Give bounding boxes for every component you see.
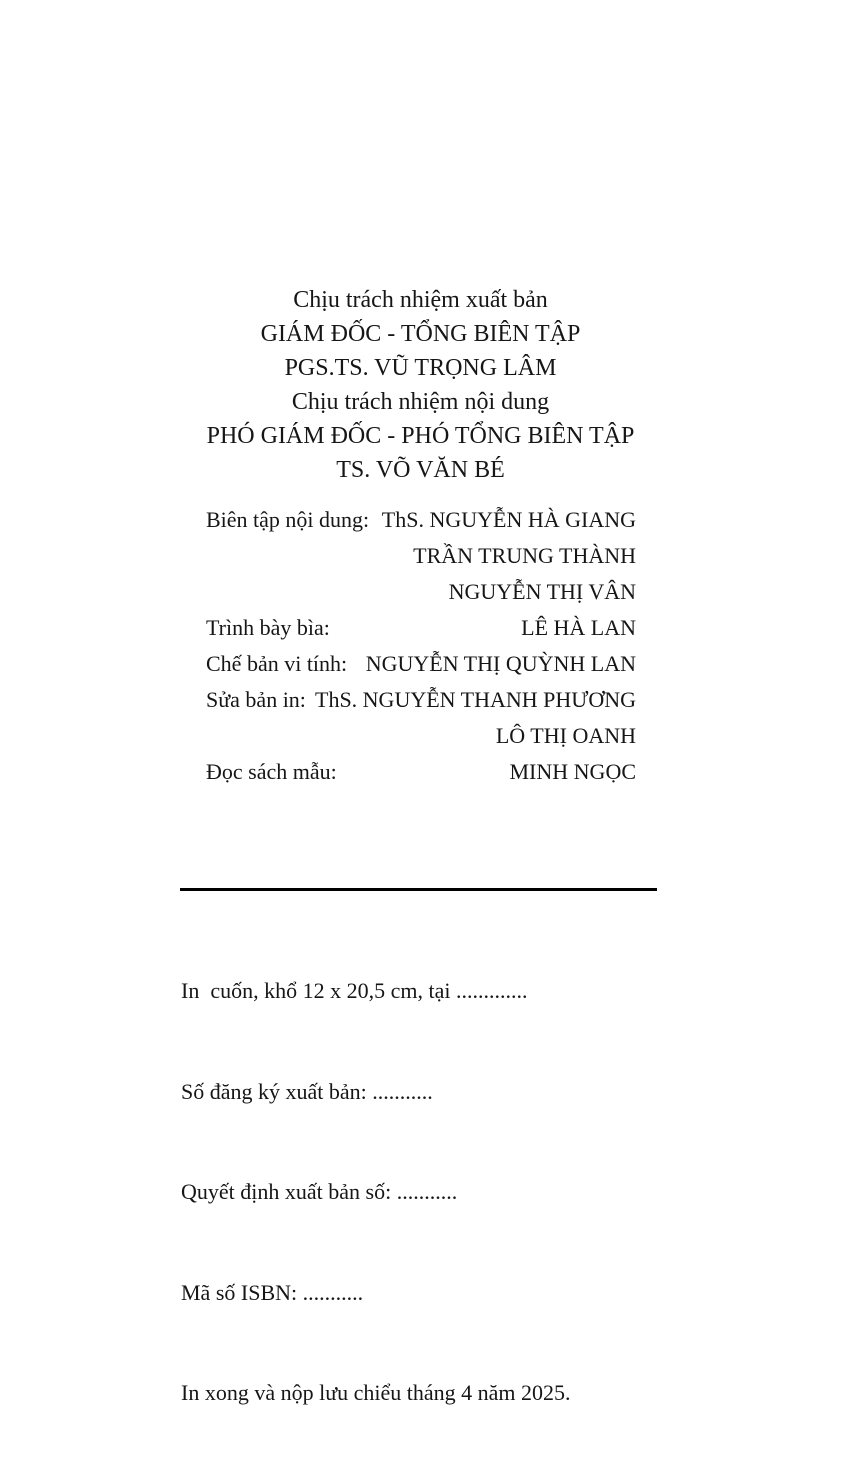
responsibility-heading-content: Chịu trách nhiệm nội dung — [291, 389, 550, 415]
credit-row — [206, 574, 636, 610]
credit-label: Đọc sách mẫu: — [206, 759, 337, 784]
credit-row — [206, 610, 636, 646]
credits-block — [206, 502, 636, 790]
printing-line-isbn: Mã số ISBN: ........... — [181, 1279, 364, 1305]
printing-line-deposit-date: In xong và nộp lưu chiểu tháng 4 năm 2025. — [181, 1380, 571, 1405]
printing-line-copies: In cuốn, khổ 12 x 20,5 cm, tại ............. — [181, 978, 528, 1003]
printing-info-block — [181, 907, 661, 1477]
responsibility-title-director: GIÁM ĐỐC - TỔNG BIÊN TẬP — [260, 321, 581, 347]
credit-name: NGUYỄN THỊ VÂN — [448, 579, 636, 604]
printing-line-registration-number: Số đăng ký xuất bản: ........... — [181, 1078, 433, 1104]
credit-label: Sửa bản in: — [206, 687, 306, 712]
credit-name: NGUYỄN THỊ QUỲNH LAN — [365, 651, 636, 676]
credit-row — [206, 646, 636, 682]
credit-name: ThS. NGUYỄN THANH PHƯƠNG — [315, 687, 636, 712]
responsibility-name-director: PGS.TS. VŨ TRỌNG LÂM — [284, 355, 557, 381]
responsibility-block — [180, 283, 661, 487]
credit-row — [206, 718, 636, 754]
credit-name: MINH NGỌC — [509, 759, 636, 784]
responsibility-name-deputy-director: TS. VÕ VĂN BÉ — [336, 457, 505, 483]
divider-rule — [180, 888, 657, 891]
credit-name: LÔ THỊ OANH — [495, 723, 636, 748]
credit-row — [206, 538, 636, 574]
credit-row — [206, 682, 636, 718]
credit-label: Chế bản vi tính: — [206, 651, 348, 676]
credit-label: Trình bày bìa: — [206, 615, 330, 640]
credit-name: ThS. NGUYỄN HÀ GIANG — [381, 507, 636, 532]
responsibility-title-deputy-director: PHÓ GIÁM ĐỐC - PHÓ TỔNG BIÊN TẬP — [206, 423, 635, 449]
printing-line-decision-number: Quyết định xuất bản số: ........... — [181, 1179, 458, 1204]
credit-row — [206, 754, 636, 790]
responsibility-heading-publishing: Chịu trách nhiệm xuất bản — [293, 287, 548, 313]
credit-name: LÊ HÀ LAN — [521, 615, 636, 640]
credit-label: Biên tập nội dung: — [206, 507, 370, 532]
credit-name: TRẦN TRUNG THÀNH — [413, 543, 636, 568]
credit-row — [206, 502, 636, 538]
